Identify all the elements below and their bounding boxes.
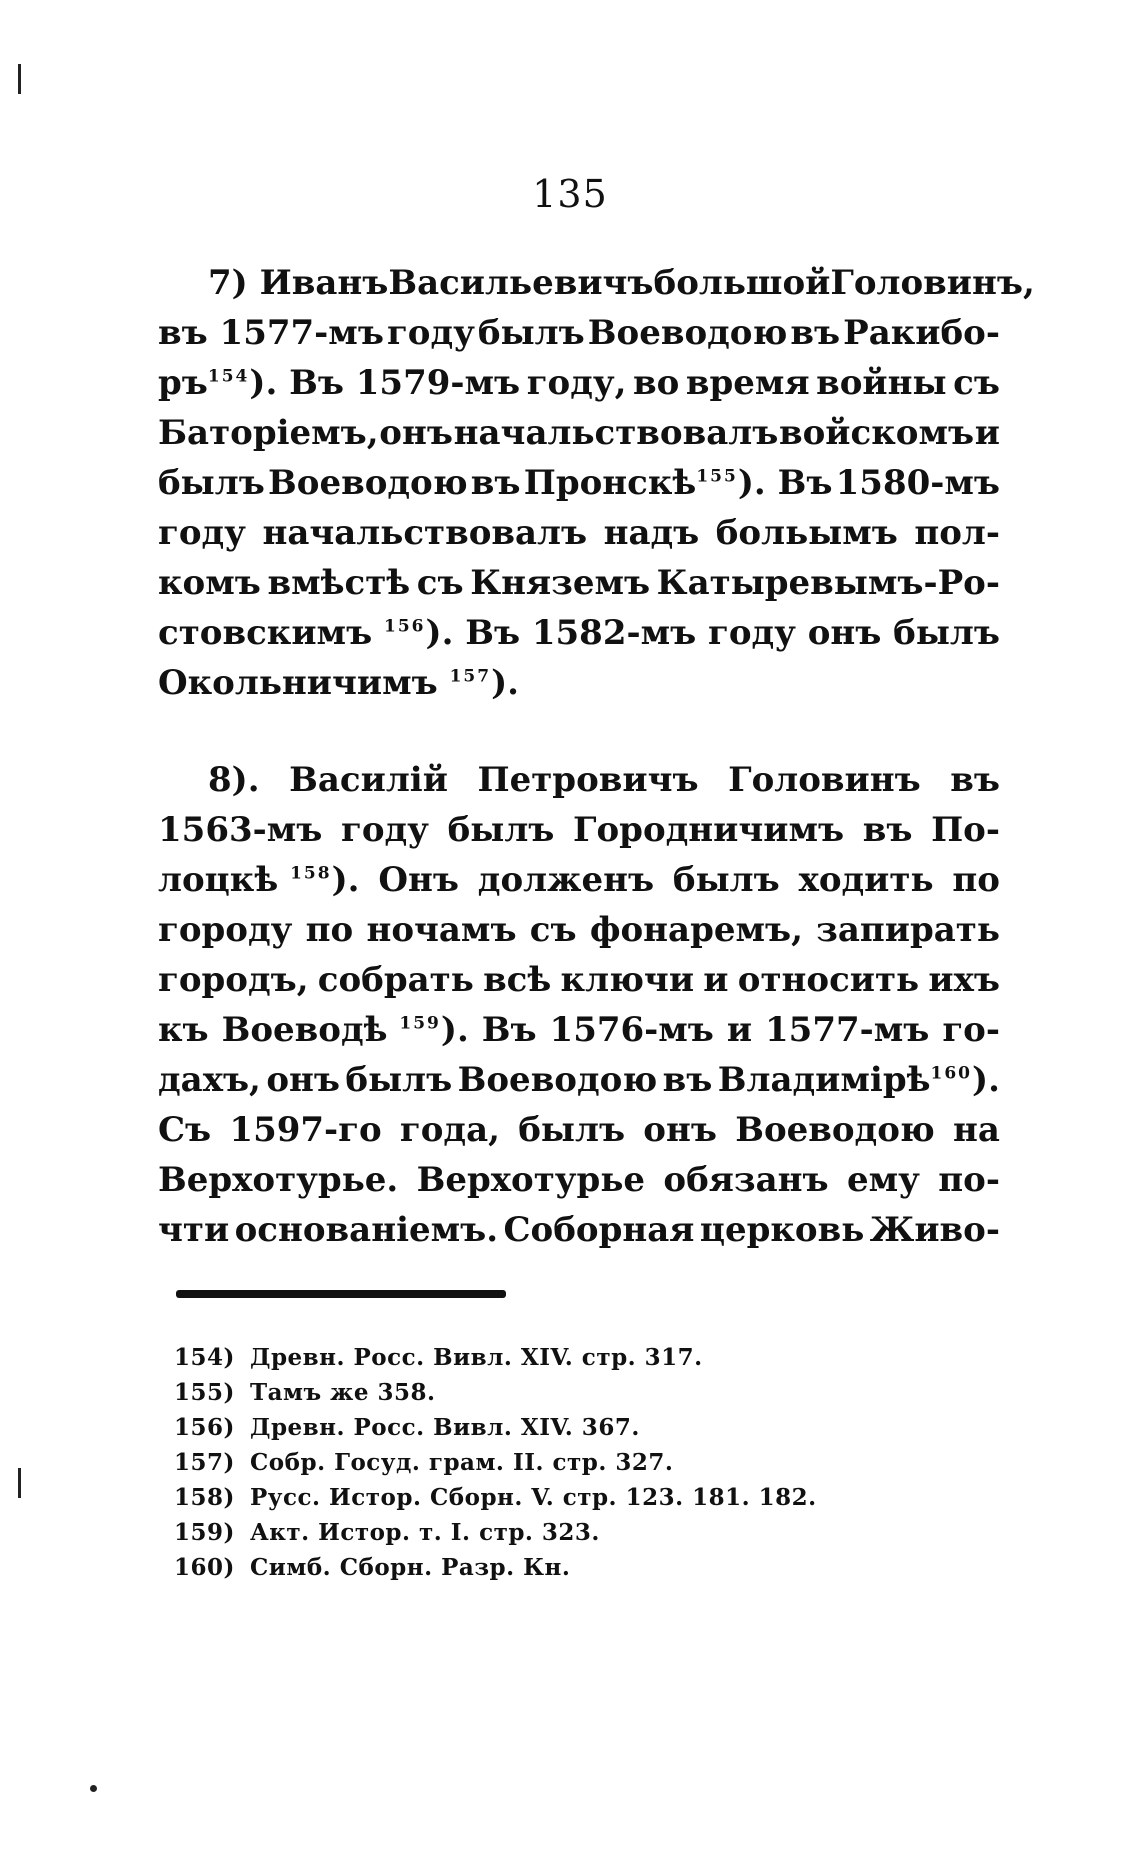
word: [222, 1005, 469, 1055]
word: въ: [950, 760, 1000, 800]
footnote-ref-155[interactable]: 155: [696, 466, 738, 487]
word: городъ,: [158, 960, 309, 1000]
footnote-ref-158[interactable]: 158: [290, 863, 332, 884]
word: былъ: [158, 463, 265, 503]
word-text: ). Въ 1579-мъ: [249, 363, 521, 403]
word-text: ). Въ: [737, 463, 833, 503]
word: комъ: [158, 563, 261, 603]
word: [158, 608, 453, 658]
word: собрать: [317, 960, 474, 1000]
footnote-separator-rule: [176, 1290, 506, 1298]
word-text: ).: [972, 1060, 1000, 1100]
word: онъ: [643, 1110, 717, 1150]
word-text: ).: [331, 860, 360, 900]
word-text: ).: [425, 613, 454, 653]
word: начальствовалъ: [262, 513, 588, 553]
scan-speck: [18, 1468, 21, 1498]
word: 8).: [208, 760, 260, 800]
word: всѣ: [483, 960, 552, 1000]
word: войны: [816, 363, 947, 403]
word: Онъ: [378, 860, 459, 900]
word-text: стовскимъ: [158, 613, 373, 653]
word: дахъ,: [158, 1060, 261, 1100]
word: съ: [953, 363, 1000, 403]
footnote-text: Тамъ же 358.: [250, 1379, 436, 1406]
footnote-number: 160): [174, 1554, 235, 1581]
word: по-: [938, 1160, 1000, 1200]
word: [718, 1055, 1000, 1105]
word: относить: [737, 960, 920, 1000]
word: ходить: [798, 860, 934, 900]
word: 1597-го: [229, 1110, 382, 1150]
text-line: [158, 1105, 1000, 1155]
word: церковь: [699, 1210, 865, 1250]
word: и: [703, 960, 729, 1000]
text-line: [158, 608, 1000, 658]
footnote-text: Акт. Истор. т. I. стр. 323.: [250, 1519, 600, 1546]
word-text: Пронскѣ: [523, 463, 697, 503]
word: году: [707, 613, 796, 653]
word: Соборная: [503, 1210, 695, 1250]
word: онъ: [807, 613, 882, 653]
footnote-number: 155): [174, 1379, 235, 1406]
word: Верхотурье: [416, 1160, 646, 1200]
word: Васильевичъ: [388, 263, 654, 303]
word: фонаремъ,: [589, 910, 803, 950]
word: въ: [662, 1060, 713, 1100]
footnote-154: [174, 1340, 954, 1375]
text-line: [158, 658, 1000, 708]
word: былъ: [447, 810, 555, 850]
word: ихъ: [928, 960, 1000, 1000]
text-line: [158, 408, 1000, 458]
word: время: [685, 363, 810, 403]
word: По-: [931, 810, 1000, 850]
word: въ: [862, 810, 913, 850]
word: къ: [158, 1010, 209, 1050]
word-text: Воеводѣ: [221, 1010, 388, 1050]
text-line: [158, 1055, 1000, 1105]
paragraph-1: [158, 258, 1035, 708]
word: больымъ: [715, 513, 898, 553]
text-line: [158, 1155, 1000, 1205]
word: обязанъ: [663, 1160, 829, 1200]
word: Княземъ: [470, 563, 651, 603]
word: основаніемъ.: [234, 1210, 499, 1250]
word: Живо-: [869, 1210, 1000, 1250]
text-line: [158, 855, 1000, 905]
word: году,: [526, 363, 627, 403]
scan-speck: [90, 1785, 97, 1792]
word: 1580-мъ: [835, 463, 1000, 503]
word: въ: [470, 463, 521, 503]
word: былъ: [893, 613, 1000, 653]
word: Съ: [158, 1110, 212, 1150]
scan-speck: [18, 64, 21, 94]
word: по: [952, 860, 1000, 900]
word: 7) Иванъ: [208, 263, 389, 303]
word: на: [953, 1110, 1000, 1150]
footnote-160: [174, 1550, 954, 1585]
word: Въ: [481, 1010, 537, 1050]
word: ночамъ: [366, 910, 517, 950]
word: [158, 358, 520, 408]
footnote-157: [174, 1445, 954, 1480]
word: и: [974, 413, 1000, 453]
text-line: [158, 955, 1000, 1005]
word: чти: [158, 1210, 230, 1250]
footnote-156: [174, 1410, 954, 1445]
word: Ракибо-: [843, 313, 1000, 353]
word: въ 1577-мъ: [158, 313, 384, 353]
page-number: 135: [532, 172, 608, 216]
word: году: [386, 313, 475, 353]
word-text: лоцкѣ: [158, 860, 279, 900]
footnote-ref-154[interactable]: 154: [207, 366, 250, 387]
footnote-ref-159[interactable]: 159: [399, 1013, 441, 1034]
word: большой: [653, 263, 831, 303]
word: [158, 658, 519, 708]
footnote-number: 159): [174, 1519, 235, 1546]
word-text: ).: [440, 1010, 469, 1050]
word: Петровичъ: [477, 760, 699, 800]
footnote-ref-157[interactable]: 157: [449, 666, 492, 687]
footnote-text: Собр. Госуд. грам. II. стр. 327.: [250, 1449, 674, 1476]
word: 1582-мъ: [531, 613, 697, 653]
word: былъ: [518, 1110, 626, 1150]
word: [158, 855, 360, 905]
word: Василій: [289, 760, 448, 800]
text-line: [158, 1005, 1000, 1055]
word: Головинъ: [728, 760, 921, 800]
word: вмѣстѣ: [267, 563, 411, 603]
footnote-number: 157): [174, 1449, 235, 1476]
word: былъ: [345, 1060, 453, 1100]
word-text: ).: [491, 663, 520, 703]
footnote-ref-156[interactable]: 156: [384, 616, 426, 637]
word: начальствовалъ: [453, 413, 779, 453]
word: году: [158, 513, 246, 553]
word: Городничимъ: [573, 810, 845, 850]
word: 1563-мъ: [158, 810, 323, 850]
word: въ: [790, 313, 841, 353]
text-line: [158, 1205, 1000, 1255]
footnote-number: 158): [174, 1484, 235, 1511]
word: Въ: [465, 613, 521, 653]
word: надъ: [603, 513, 700, 553]
word: Воеводою: [587, 313, 788, 353]
footnote-text: Древн. Росс. Вивл. XIV. 367.: [250, 1414, 640, 1441]
footnote-number: 156): [174, 1414, 235, 1441]
word: запирать: [816, 910, 1000, 950]
word: году: [340, 810, 429, 850]
text-line: [158, 358, 1000, 408]
word: онъ: [266, 1060, 340, 1100]
word: ему: [846, 1160, 920, 1200]
footnote-ref-160[interactable]: 160: [930, 1063, 973, 1084]
word: 1576-мъ: [549, 1010, 714, 1050]
footnote-158: [174, 1480, 954, 1515]
word: и: [726, 1010, 753, 1050]
word: съ: [529, 910, 577, 950]
text-line: [158, 458, 1000, 508]
word: пол-: [914, 513, 1000, 553]
text-line: [158, 805, 1000, 855]
word: былъ: [477, 313, 585, 353]
word: онъ: [379, 413, 453, 453]
word: [524, 458, 833, 508]
word: года,: [399, 1110, 500, 1150]
word: Катыревымъ-Ро-: [656, 563, 1000, 603]
footnote-text: Симб. Сборн. Разр. Кн.: [250, 1554, 571, 1581]
word-text: ръ: [158, 363, 208, 403]
footnote-text: Древн. Росс. Вивл. XIV. стр. 317.: [250, 1344, 703, 1371]
word: ключи: [560, 960, 695, 1000]
text-line: [158, 508, 1000, 558]
word: долженъ: [477, 860, 655, 900]
word: во: [633, 363, 680, 403]
footnote-text: Русс. Истор. Сборн. V. стр. 123. 181. 182.: [250, 1484, 817, 1511]
text-line: [158, 755, 1000, 805]
paragraph-2: [158, 755, 1000, 1255]
word: 1577-мъ: [765, 1010, 930, 1050]
word: городу: [158, 910, 293, 950]
footnotes: [174, 1340, 954, 1585]
word: Воеводою: [457, 1060, 658, 1100]
text-line: [158, 308, 1000, 358]
footnote-159: [174, 1515, 954, 1550]
word: Головинъ,: [830, 263, 1035, 303]
word-text: Владимірѣ: [717, 1060, 931, 1100]
text-line: [158, 905, 1000, 955]
footnote-155: [174, 1375, 954, 1410]
word: съ: [416, 563, 464, 603]
text-line: [158, 258, 1035, 308]
word: го-: [942, 1010, 1000, 1050]
footnote-number: 154): [174, 1344, 235, 1371]
word: войскомъ: [779, 413, 975, 453]
word: Верхотурье.: [158, 1160, 399, 1200]
word: Воеводою: [735, 1110, 935, 1150]
word: Воеводою: [268, 463, 468, 503]
text-line: [158, 558, 1000, 608]
word-text: Окольничимъ: [158, 663, 438, 703]
word: по: [305, 910, 354, 950]
word: Баторіемъ,: [158, 413, 379, 453]
word: былъ: [672, 860, 780, 900]
